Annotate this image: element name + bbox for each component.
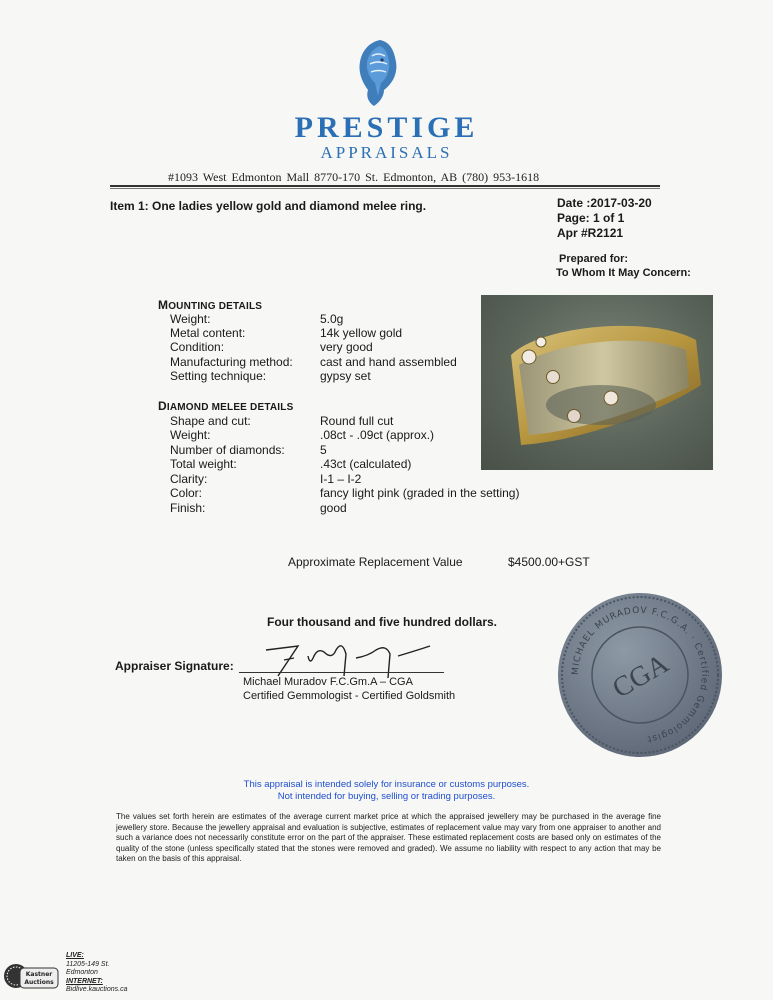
appraiser-name-block	[243, 675, 455, 703]
svg-text:Kastner: Kastner	[25, 971, 53, 978]
live-address-line2: Edmonton	[66, 969, 98, 976]
prepared-for-value: To Whom It May Concern:	[556, 267, 691, 279]
page-number: Page: 1 of 1	[557, 211, 625, 225]
ring-illustration	[481, 295, 713, 470]
diamond-label: Weight:	[170, 428, 211, 442]
internet-label: INTERNET:	[66, 977, 103, 985]
header-rule	[110, 185, 660, 187]
seal-center-text: CGA	[607, 648, 675, 705]
mounting-heading: MOUNTING DETAILS	[158, 298, 263, 312]
diamond-label: Number of diamonds:	[170, 443, 285, 457]
mounting-value: 5.0g	[320, 312, 344, 326]
header-rule-thin	[110, 188, 660, 189]
live-address-line1: 11205-149 St.	[66, 960, 110, 968]
mounting-label: Weight:	[170, 312, 211, 326]
diamond-label: Color:	[170, 486, 203, 500]
lion-logo-icon	[350, 36, 406, 108]
diamond-value: 5	[320, 443, 327, 457]
appraiser-name: Michael Muradov F.C.Gm.A – CGA	[243, 676, 413, 688]
mounting-value: 14k yellow gold	[320, 326, 403, 340]
mounting-value: gypsy set	[320, 369, 371, 383]
disclaimer-text: The values set forth herein are estimates of the average current market price at which the appraised jewellery may be purchased in the average fine jewellery store. Because the jewellery appraisal and evaluation is subjective, estimates of replacement value may vary from one appraiser to another and such a variance does not necessarily constitute error on the part of the appraiser. These estimated replacement costs are based only on estimates of the quality of the stone (unless specifically stated that the stones were removed and graded). We assume no liability with respect to any action that may be taken on the basis of this appraisal.	[116, 812, 661, 863]
signature-line	[239, 672, 444, 673]
seal-ring-text: MICHAEL MURADOV F.C.G.A. · Certified Gemmologist	[570, 605, 710, 744]
mounting-label: Manufacturing method:	[170, 355, 293, 369]
replacement-value-label: Approximate Replacement Value	[288, 555, 463, 569]
prepared-for-label: Prepared for:	[559, 253, 629, 265]
appraisal-date: Date :2017-03-20	[557, 196, 652, 210]
brand-name: PRESTIGE	[294, 111, 479, 144]
business-address: #1093 West Edmonton Mall 8770-170 St. Edmonton, AB (780) 953-1618	[168, 170, 540, 184]
signature-label: Appraiser Signature:	[115, 659, 234, 673]
prepared-for	[556, 252, 691, 280]
appraisal-number: Apr #R2121	[557, 226, 624, 240]
diamond-value: good	[320, 501, 347, 515]
item-title: Item 1: One ladies yellow gold and diamond melee ring.	[110, 199, 427, 213]
diamond-heading: DIAMOND MELEE DETAILS	[158, 399, 294, 413]
internet-url[interactable]: Bidlive.kauctions.ca	[66, 986, 128, 993]
value-in-words: Four thousand and five hundred dollars.	[267, 615, 498, 629]
auction-contact	[66, 952, 127, 995]
mounting-label: Condition:	[170, 340, 225, 354]
live-label: LIVE:	[66, 952, 84, 959]
mounting-label: Setting technique:	[170, 369, 267, 383]
diamond-value: .08ct - .09ct (approx.)	[320, 428, 435, 442]
replacement-value: $4500.00+GST	[508, 555, 590, 569]
brand-subtitle: APPRAISALS	[320, 143, 453, 162]
appraiser-credentials: Certified Gemmologist - Certified Goldsmith	[243, 690, 456, 702]
mounting-value: very good	[320, 340, 373, 354]
svg-text:Auctions: Auctions	[24, 979, 54, 986]
handwritten-signature	[258, 636, 438, 680]
diamond-value: I-1 – I-2	[320, 472, 362, 486]
mounting-label: Metal content:	[170, 326, 246, 340]
ring-photo	[481, 295, 713, 470]
purpose-notice	[0, 779, 773, 803]
appraisal-meta	[557, 196, 652, 241]
mounting-value: cast and hand assembled	[320, 355, 457, 369]
diamond-value: .43ct (calculated)	[320, 457, 412, 471]
diamond-value: fancy light pink (graded in the setting)	[320, 486, 520, 500]
diamond-label: Clarity:	[170, 472, 208, 486]
purpose-notice-line1: This appraisal is intended solely for insurance or customs purposes.	[243, 779, 530, 790]
purpose-notice-line2: Not intended for buying, selling or trading purposes.	[277, 791, 496, 802]
diamond-label: Total weight:	[170, 457, 237, 471]
diamond-label: Shape and cut:	[170, 414, 251, 428]
diamond-label: Finish:	[170, 501, 206, 515]
cga-seal-icon	[555, 590, 725, 760]
diamond-value: Round full cut	[320, 414, 394, 428]
kastner-auctions-logo-icon	[2, 956, 60, 996]
